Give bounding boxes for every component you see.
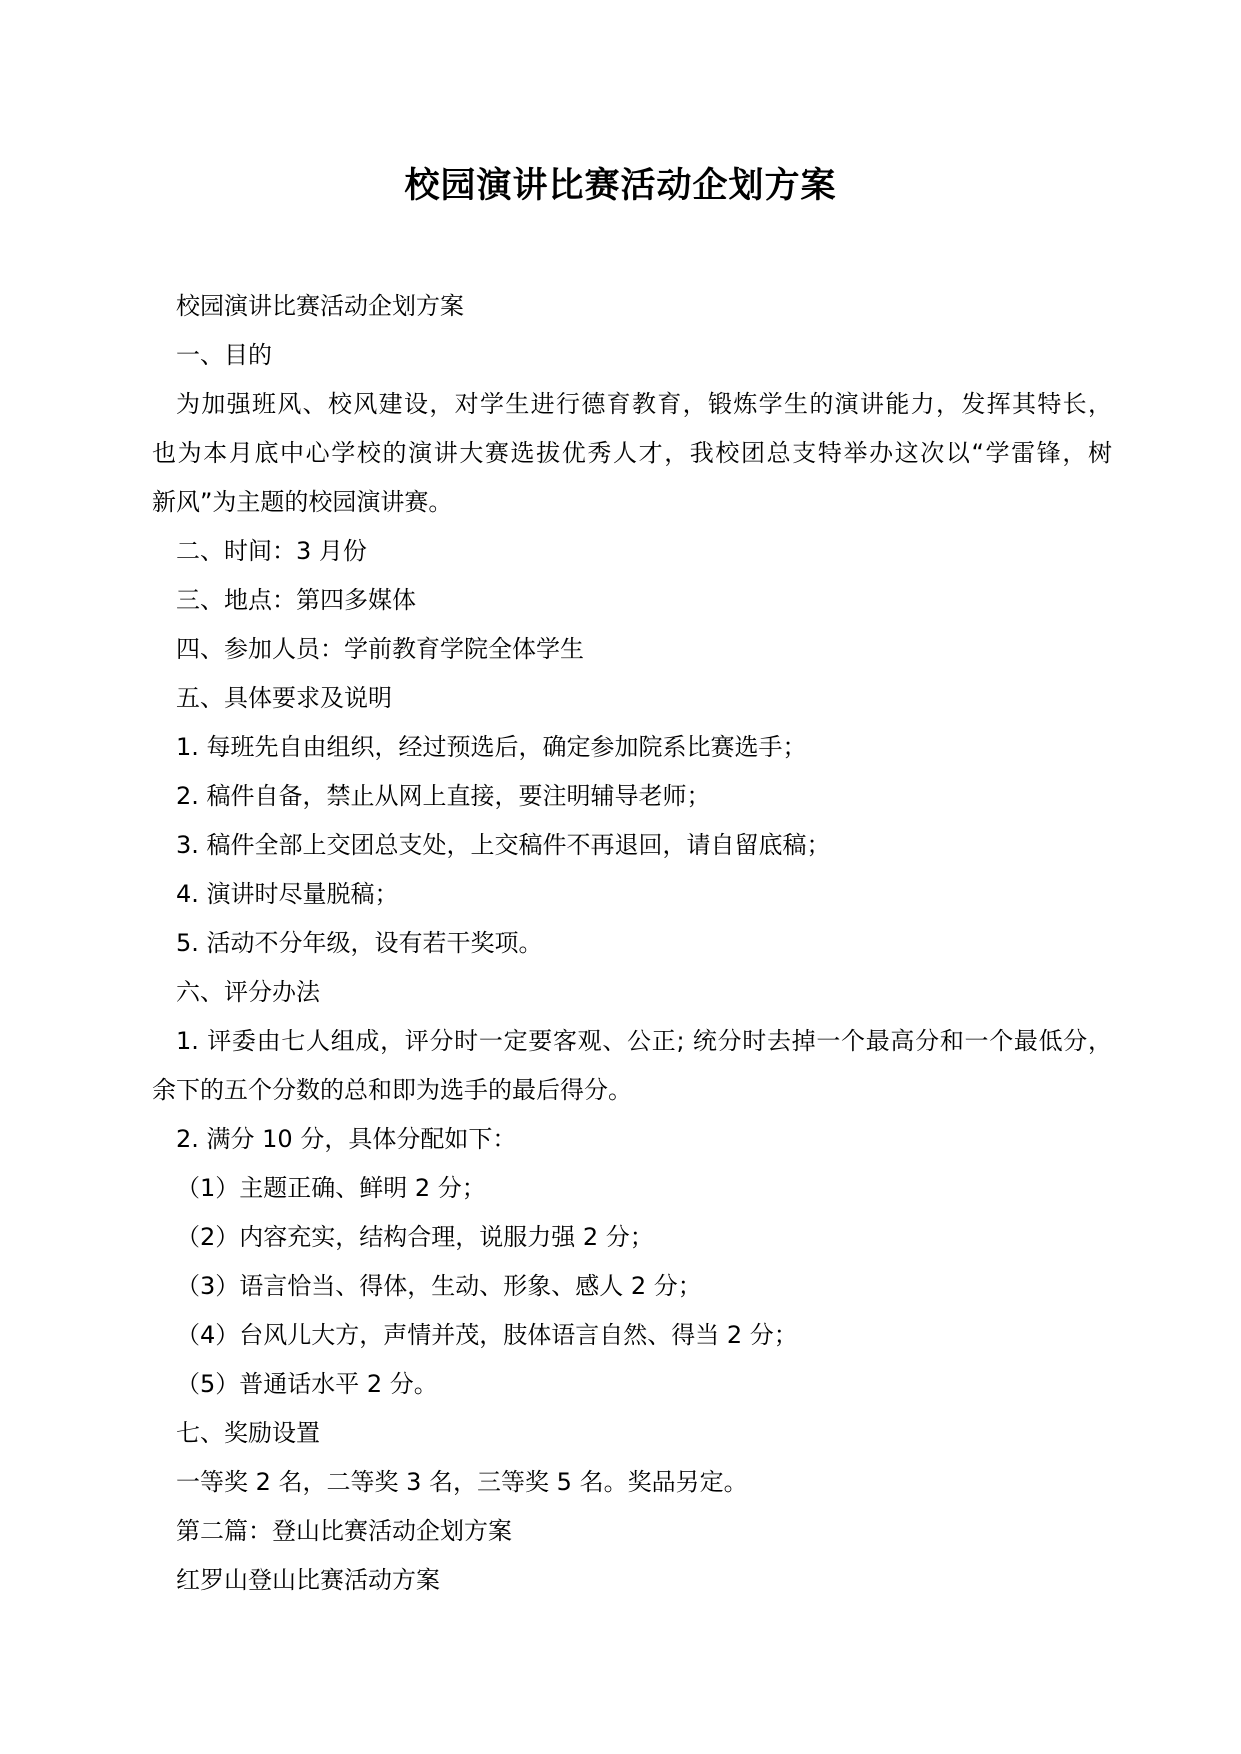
scoring-item-1-line-1: 1. 评委由七人组成，评分时一定要客观、公正; 统分时去掉一个最高分和一个最低分，	[176, 1027, 1112, 1055]
requirement-item-4: 4. 演讲时尽量脱稿；	[176, 880, 399, 908]
paragraph-purpose-line-2: 也为本月底中心学校的演讲大赛选拔优秀人才，我校团总支特举办这次以“学雷锋，树	[152, 439, 1112, 467]
requirement-item-5: 5. 活动不分年级，设有若干奖项。	[176, 929, 543, 957]
scoring-criterion-5: （5）普通话水平 2 分。	[176, 1370, 438, 1398]
second-article-heading: 第二篇：登山比赛活动企划方案	[176, 1517, 512, 1545]
document-title: 校园演讲比赛活动企划方案	[404, 166, 837, 206]
paragraph-subtitle: 校园演讲比赛活动企划方案	[176, 292, 464, 320]
section-location: 三、地点：第四多媒体	[176, 586, 416, 614]
scoring-item-2: 2. 满分 10 分，具体分配如下：	[176, 1125, 517, 1153]
scoring-criterion-2: （2）内容充实，结构合理，说服力强 2 分；	[176, 1223, 654, 1251]
scoring-criterion-3: （3）语言恰当、得体，生动、形象、感人 2 分；	[176, 1272, 702, 1300]
paragraph-purpose-line-1: 为加强班风、校风建设，对学生进行德育教育，锻炼学生的演讲能力，发挥其特长，	[176, 390, 1112, 418]
section-time: 二、时间：3 月份	[176, 537, 367, 565]
paragraph-purpose-line-3: 新风”为主题的校园演讲赛。	[152, 488, 453, 516]
scoring-item-1-line-2: 余下的五个分数的总和即为选手的最后得分。	[152, 1076, 632, 1104]
section-heading-purpose: 一、目的	[176, 341, 272, 369]
section-heading-requirements: 五、具体要求及说明	[176, 684, 392, 712]
section-heading-awards: 七、奖励设置	[176, 1419, 320, 1447]
document-body	[152, 282, 1112, 1605]
section-heading-scoring: 六、评分办法	[176, 978, 320, 1006]
requirement-item-2: 2. 稿件自备，禁止从网上直接，要注明辅导老师；	[176, 782, 711, 810]
second-article-subtitle: 红罗山登山比赛活动方案	[176, 1566, 440, 1594]
awards-detail: 一等奖 2 名，二等奖 3 名，三等奖 5 名。奖品另定。	[176, 1468, 748, 1496]
scoring-criterion-4: （4）台风儿大方，声情并茂，肢体语言自然、得当 2 分；	[176, 1321, 798, 1349]
requirement-item-1: 1. 每班先自由组织，经过预选后，确定参加院系比赛选手；	[176, 733, 807, 761]
requirement-item-3: 3. 稿件全部上交团总支处，上交稿件不再退回，请自留底稿；	[176, 831, 831, 859]
scoring-criterion-1: （1）主题正确、鲜明 2 分；	[176, 1174, 486, 1202]
section-participants: 四、参加人员：学前教育学院全体学生	[176, 635, 584, 663]
